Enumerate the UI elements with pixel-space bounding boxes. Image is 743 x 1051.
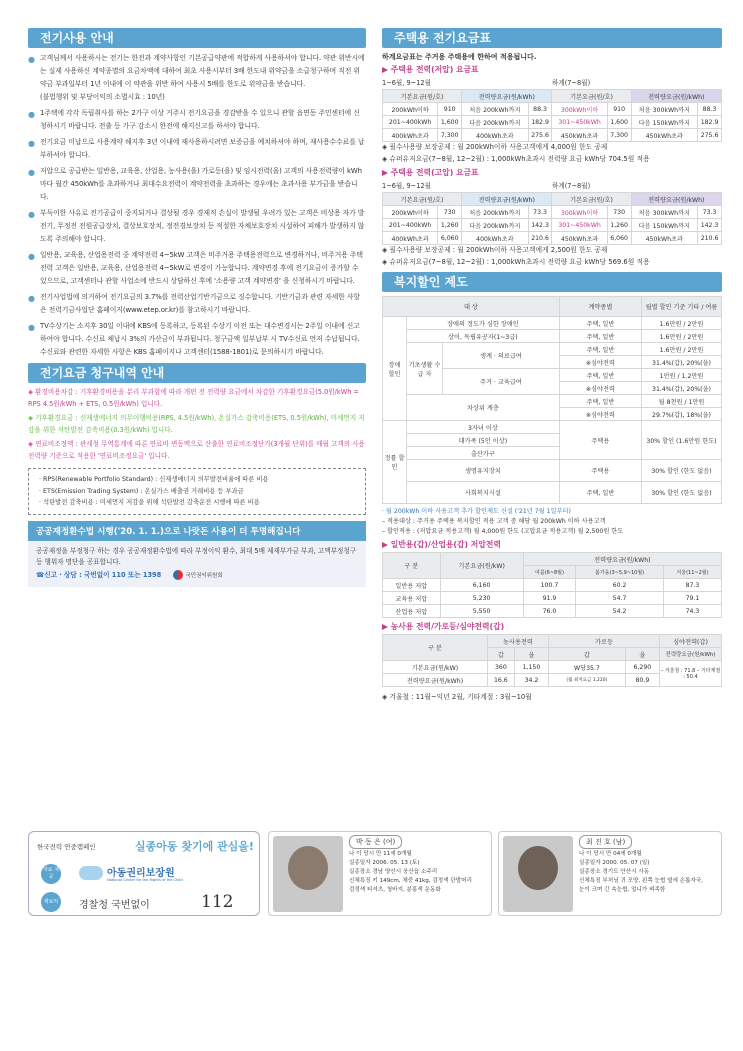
col-header: 봄가을(3~5,9~10월): [576, 566, 664, 579]
table-row: 대가족 (5인 이상): [383, 434, 722, 447]
public-finance-text: 공공재정을 부정청구 하는 경우 공공재정환수법에 따라 부정이익 환수, 최대 5배 제재부가금 부과, 고액부정청구 등 행위자 명단을 공표합니다.: [36, 546, 357, 566]
table-row: 기초생활 수 급 자 생계 · 의료급여 주택, 일반 1.6만원 / 2만원: [383, 343, 722, 356]
agri-title: ▶ 농사용 전력/가로등/심야전력(갑): [382, 622, 505, 631]
general-table: [382, 552, 722, 618]
table-row: 200kWh이하 730 처음 200kWh까지 73.3 300kWh이하 730 처음 300kWh까지 73.3: [383, 206, 722, 219]
usage-paragraph: ● 1주택에 각각 독립취사를 하는 2가구 이상 거주시 전기요금을 경감받을 수 있으니 관할 읍면동 주민센터에 신청하시기 바랍니다. 전출 등 가구 감소시 한전에 해지신고를 하셔야 합니다.: [28, 109, 360, 130]
report-line: ☎신고 · 상담 : 국번없이 110 또는 1398 국민권익위원회: [36, 570, 223, 579]
table-row: 산업용 저압 5,550 76.0 54.2 74.3: [383, 605, 722, 618]
season-labels: 1~6월, 9~12월 하계(7~8월): [382, 182, 591, 190]
usage-paragraph: ● TV수상기는 소지후 30일 이내에 KBS에 등록하고, 등록된 수상기 이전 또는 대수변경시는 2주일 이내에 신고하여야 합니다. 수신료 체납시 3%의 가산금이 부과됩니다. 청구금액 일부납부 시 TV수신료 먼저 수납됩니다. 수신료와 관련한 자세한 사항은 KBS 홈페이지나 고객센터(1588-1801)로 문의하시기 바랍니다.: [28, 322, 360, 356]
col-header: 전력량요금(원/kWh): [523, 553, 721, 566]
campaign-label: 한국전력 연중캠페인: [37, 843, 96, 851]
col-header: 심야전력(갑): [660, 635, 722, 648]
definition-line: · RPS(Renewable Portfolio Standard) : 신재생에너지 의무발전비율에 따른 비용: [39, 476, 269, 483]
report-badge: 제보처: [41, 892, 61, 912]
bullet-icon: ●: [28, 210, 35, 219]
usage-section-title: 전기사용 안내: [28, 28, 366, 48]
table-row: 교육용 저압 5,230 91.9 54.7 79.1: [383, 592, 722, 605]
low-note: ◈ 슈퍼유저요금(7~8월, 12~2월) : 1,000kWh초과시 전력량 요금 kWh당 704.5원 적용: [382, 154, 650, 163]
table-row: ※심야전력 29.7%(갑), 18%(을): [383, 408, 722, 421]
high-note: ◈ 슈퍼유저요금(7~8월, 12~2월) : 1,000kWh초과시 전력량 요금 kWh당 569.6원 적용: [382, 257, 650, 266]
table-row: ※심야전력 31.4%(갑), 20%(을): [383, 356, 722, 369]
table-row: 상이, 독립유공자(1~3급) 주택, 일반 1.6만원 / 2만원: [383, 330, 722, 343]
col-header: 전력량요금(원/kWh): [462, 90, 552, 103]
missing-person-card: [268, 831, 492, 916]
table-row: 생명유지장치 주택용 30% 할인 (한도 없음): [383, 460, 722, 482]
right-column: [382, 28, 722, 701]
bullet-icon: ●: [28, 139, 35, 148]
arrow-icon: ▶: [382, 65, 388, 74]
col-header: 전력량요금(원/kWh): [462, 193, 552, 206]
bullet-icon: ●: [28, 294, 35, 303]
child-details: 나 이 당시 만 11세 0개월 실종일자 2006. 05. 13 (토) 실종장소 경남 양산시 웅산읍 소주리 신체특징 키 149cm, 체중 41kg, 검정색 단발머리 검정색 티셔츠, 청바지, 분홍색 운동화: [349, 851, 472, 893]
high-voltage-title: ▶ 주택용 전력(고압) 요금표: [382, 168, 479, 177]
usage-paragraph: ● 부득이한 사유로 전기공급이 중지되거나 결상될 경우 경제적 손실이 발생될 우려가 있는 고객은 비상용 자가 발전기, 무정전 전원공급장치, 결상보호장치, 정전경보장치 등 적절한 자체보호장치 시설하여 피해가 발생하지 않도록 주의해야 합니다.: [28, 209, 365, 243]
low-voltage-table: [382, 89, 722, 142]
table-row: 기본요금(원/kW) 360 1,150 W당35.7 6,290 – 겨울철 : 71.8 – 기타계절 : 50.4: [383, 661, 722, 674]
col-header: 대 상: [383, 297, 560, 317]
low-voltage-title: ▶ 주택용 전력(저압) 요금표: [382, 65, 479, 74]
high-note: ◈ 필수사용량 보장공제 : 월 200kWh이하 사용고객에게 2,500원 한도 공제: [382, 246, 608, 254]
billing-item: ◈ 환경비용차감 : 기후환경비용을 분리 부과함에 따라 개편 전 전력량 요금에서 차감한 기후환경요금(5.0원/kWh = RPS 4.5원/kWh + ETS, 0.5원/kWh) 입니다.: [28, 388, 360, 408]
col-header: 전력량요금(원/kWh): [631, 193, 721, 206]
agri-table: 구 분 농사용전력 가로등 심야전력(갑) 갑 을 갑 을 전력량요금(원/kWh) 기본요금(원/kW) 360 1,150 W당35.7 6,290 – 겨울철 : 71.8 – 기타계절 : 50.4 전력량요금(원/kWh) 16.6 34.2 (월 최저요금 1,220) 80.9: [382, 634, 722, 687]
usage-paragraph: ● 고객님께서 사용하시는 전기는 한전과 계약사항인 기본공급약관에 적합하게 사용하셔야 합니다. 약관 위반시에는 실제 사용하신 계약종별의 요금차액에 대하여 최초 사용시부터 3배 한도내 위약금을 소급청구하며 직전 위약금 부과일부터 1년 이내에 이 약관을 위반 하여 사용시 5배를 한도로 위약금을 받습니다.: [28, 54, 365, 88]
arrow-icon: ▶: [382, 540, 388, 549]
billing-item: ◈ 기후환경요금 : 신재생에너지 의무이행비용(RPS, 4.5원/kWh), 온실가스 감축비용(ETS, 0.5원/kWh), 미세먼지 저감을 위한 석탄발전 감축비용(0.3원/kWh) 입니다.: [28, 414, 365, 434]
col-header: 겨울(11~2월): [663, 566, 721, 579]
table-row: 400kWh초과 6,060 400kWh초과 210.6 450kWh초과 6,060 450kWh초과 210.6: [383, 232, 722, 245]
missing-children-footer: [28, 831, 728, 916]
usage-note: (불법행위 및 부당이익의 소멸시효 : 10년): [40, 93, 165, 101]
col-header: 기본요금(원/kW): [440, 553, 523, 579]
col-header: 전력량요금(원/kWh): [631, 90, 721, 103]
season-labels: 1~6월, 9~12월 하계(7~8월): [382, 79, 591, 87]
child-photo: [503, 836, 573, 912]
child-name: 최 진 호 (남): [579, 835, 632, 849]
bullet-icon: ●: [28, 55, 35, 64]
source-badge: 자료 제공: [41, 864, 61, 884]
police-number: 112: [201, 892, 234, 912]
public-finance-panel: [28, 541, 366, 587]
table-row: 일반용 저압 6,160 100.7 60.2 87.3: [383, 579, 722, 592]
child-photo: [273, 836, 343, 912]
usage-paragraph: ● 전기요금 미납으로 사용계약 해지후 3년 이내에 재사용하시려면 보증금을 예치하셔야 하며, 재사용수수료를 납부하셔야 합니다.: [28, 138, 365, 159]
col-header: 월별 할인 기준 기타 / 여름: [642, 297, 722, 317]
table-row: 200kWh이하 910 처음 200kWh까지 88.3 300kWh이하 910 처음 300kWh까지 88.3: [383, 103, 722, 116]
campaign-panel: [28, 831, 260, 916]
welfare-section-title: 복지할인 제도: [382, 272, 722, 292]
org-logo-icon: [79, 866, 103, 880]
usage-paragraph: ● 전기사업법에 의거하여 전기요금의 3.7%를 전력산업기반기금으로 징수합니다. 기반기금과 관련 자세한 사항은 전력기금사업단 홈페이지(www.etep.or.kr)를 참고하시기 바랍니다.: [28, 293, 360, 314]
definition-line: · 석탄발전 감축비용 : 미세먼지 저감을 위해 석탄발전 감축운전 시행에 따른 비용: [39, 499, 260, 506]
definition-line: · ETS(Emission Trading System) : 온실가스 배출권 거래비용 등 부과금: [39, 487, 244, 495]
table-row: 전력량요금(원/kWh) 16.6 34.2 (월 최저요금 1,220) 80.9: [383, 674, 722, 687]
missing-person-card: [498, 831, 722, 916]
table-row: 차상위 계층 주택, 일반 월 8천원 / 1만원: [383, 395, 722, 408]
campaign-headline: 실종아동 찾기에 관심을!: [135, 840, 254, 853]
col-header: 여름(6~8월): [523, 566, 575, 579]
org-name: 아동권리보장원: [107, 868, 175, 879]
table-row: ※심야전력 31.4%(갑), 20%(을): [383, 382, 722, 395]
usage-paragraph: ● 저압으로 공급받는 일반용, 교육용, 산업용, 농사용(을) 가로등(을) 및 임시전력(을) 고객의 사용전력량이 kWh마다 월간 450kWh를 초과하거나 최대수요전력이 계약전력을 초과하는 경우에는 초과사용 부가금을 받습니다.: [28, 167, 362, 201]
usage-paragraph: ● 일반용, 교육용, 산업용전력 중 계약전력 4~5kW 고객은 비주거용 주택용전력으로 변경하거나, 비주거용 주택전력 고객은 일반용, 교육용, 산업용전력 4~5kW로 변경이 가능합니다. 계약변경 후에 전기요금이 증가할 수 있으므로, 고객센터나 관할 사업소에 반드시 상담하신 후에 '소용량 고객 계약변경' 을 신청하시기 바랍니다.: [28, 251, 363, 285]
table-row: 201~400kWh 1,600 다음 200kWh까지 182.9 301~450kWh 1,600 다음 150kWh까지 182.9: [383, 116, 722, 129]
col-header: 농사용전력: [487, 635, 548, 648]
high-voltage-table: [382, 192, 722, 245]
low-note: ◈ 필수사용량 보장공제 : 월 200kWh이하 사용고객에게 4,000원 한도 공제: [382, 143, 608, 151]
police-label: 경찰청 국번없이: [79, 900, 150, 911]
table-row: 장애 할인 장애의 정도가 심한 장애인 주택, 일반 1.6만원 / 2만원: [383, 317, 722, 330]
arrow-icon: ▶: [382, 168, 388, 177]
col-header: 계약종별: [559, 297, 641, 317]
billing-item: ◈ 연료비조정액 : 관세청 무역통계에 따른 연료비 변동액으로 산출한 연료비조정단가(3개월 단위)를 매월 고객의 사용전력량 기준으로 적용한 '연료비조정요금' 입니다.: [28, 440, 365, 460]
residential-intro: 하계요금표는 주거용 주택용에 한하여 적용됩니다.: [382, 53, 537, 61]
bullet-icon: ●: [28, 110, 35, 119]
child-details: 나 이 당시 만 04세 0개월 실종일자 2000. 05. 07 (일) 실종장소 경기도 안산시 사동 신체특징 부처님 귀 모양, 왼쪽 눈썹 옆에 손톱자국, 눈이 크며 긴 속눈썹, 얼니가 벼족함: [579, 851, 704, 893]
left-column: [28, 28, 366, 587]
table-row: 201~400kWh 1,260 다음 200kWh까지 142.3 301~450kWh 1,260 다음 150kWh까지 142.3: [383, 219, 722, 232]
child-name: 박 동 은 (여): [349, 835, 402, 849]
public-finance-banner: 공공재정환수법 시행('20. 1. 1.)으로 나랏돈 사용이 더 투명해집니다: [28, 521, 366, 541]
welfare-note: · 월 200kWh 이하 사용고객 추가 할인제도 신설 ('21년 7월 1일부터) – 적용대상 : 주거용 주택용 복지할인 적용 고객 중 해당 월 200kWh 이하 사용고객 – 할인적용 : (저압요금 적용고객) 월 4,000원 한도 (고압요금 적용고객) 월 2,500원 한도: [382, 508, 624, 535]
residential-section-title: 주택용 전기요금표: [382, 28, 722, 48]
table-row: 주거 · 교육급여 주택, 일반 1만원 / 1.2만원: [383, 369, 722, 382]
col-header: 기본요금(원/호): [552, 193, 631, 206]
billing-section-title: 전기요금 청구내역 안내: [28, 363, 366, 383]
agri-note: ◈ 겨울철 : 11월~익년 2월, 기타계절 : 3월~10월: [382, 693, 532, 701]
arrow-icon: ▶: [382, 622, 388, 631]
col-header: 구 분: [383, 635, 488, 661]
general-title: ▶ 일반용(갑)/산업용(갑) 저압전력: [382, 540, 501, 549]
col-header: 가로등: [549, 635, 660, 648]
table-row: 정률 할인 3자녀 이상 주택용 30% 할인 (1.6만원 한도): [383, 421, 722, 434]
col-header: 기본요금(원/호): [383, 193, 462, 206]
org-english: National Center for the Rights of the Child: [107, 878, 183, 882]
table-row: 사회복지시설 주택, 일반 30% 할인 (한도 없음): [383, 482, 722, 504]
bullet-icon: ●: [28, 168, 35, 177]
bullet-icon: ●: [28, 252, 35, 261]
agency-logo-icon: [173, 570, 183, 580]
table-row: 400kWh초과 7,300 400kWh초과 275.6 450kWh초과 7,300 450kWh초과 275.6: [383, 129, 722, 142]
bullet-icon: ●: [28, 323, 35, 332]
col-header: 기본요금(원/호): [552, 90, 631, 103]
definitions-box: [28, 468, 366, 515]
col-header: 구 분: [383, 553, 441, 579]
table-row: 출산가구: [383, 447, 722, 460]
col-header: 기본요금(원/호): [383, 90, 462, 103]
welfare-table: [382, 296, 722, 504]
